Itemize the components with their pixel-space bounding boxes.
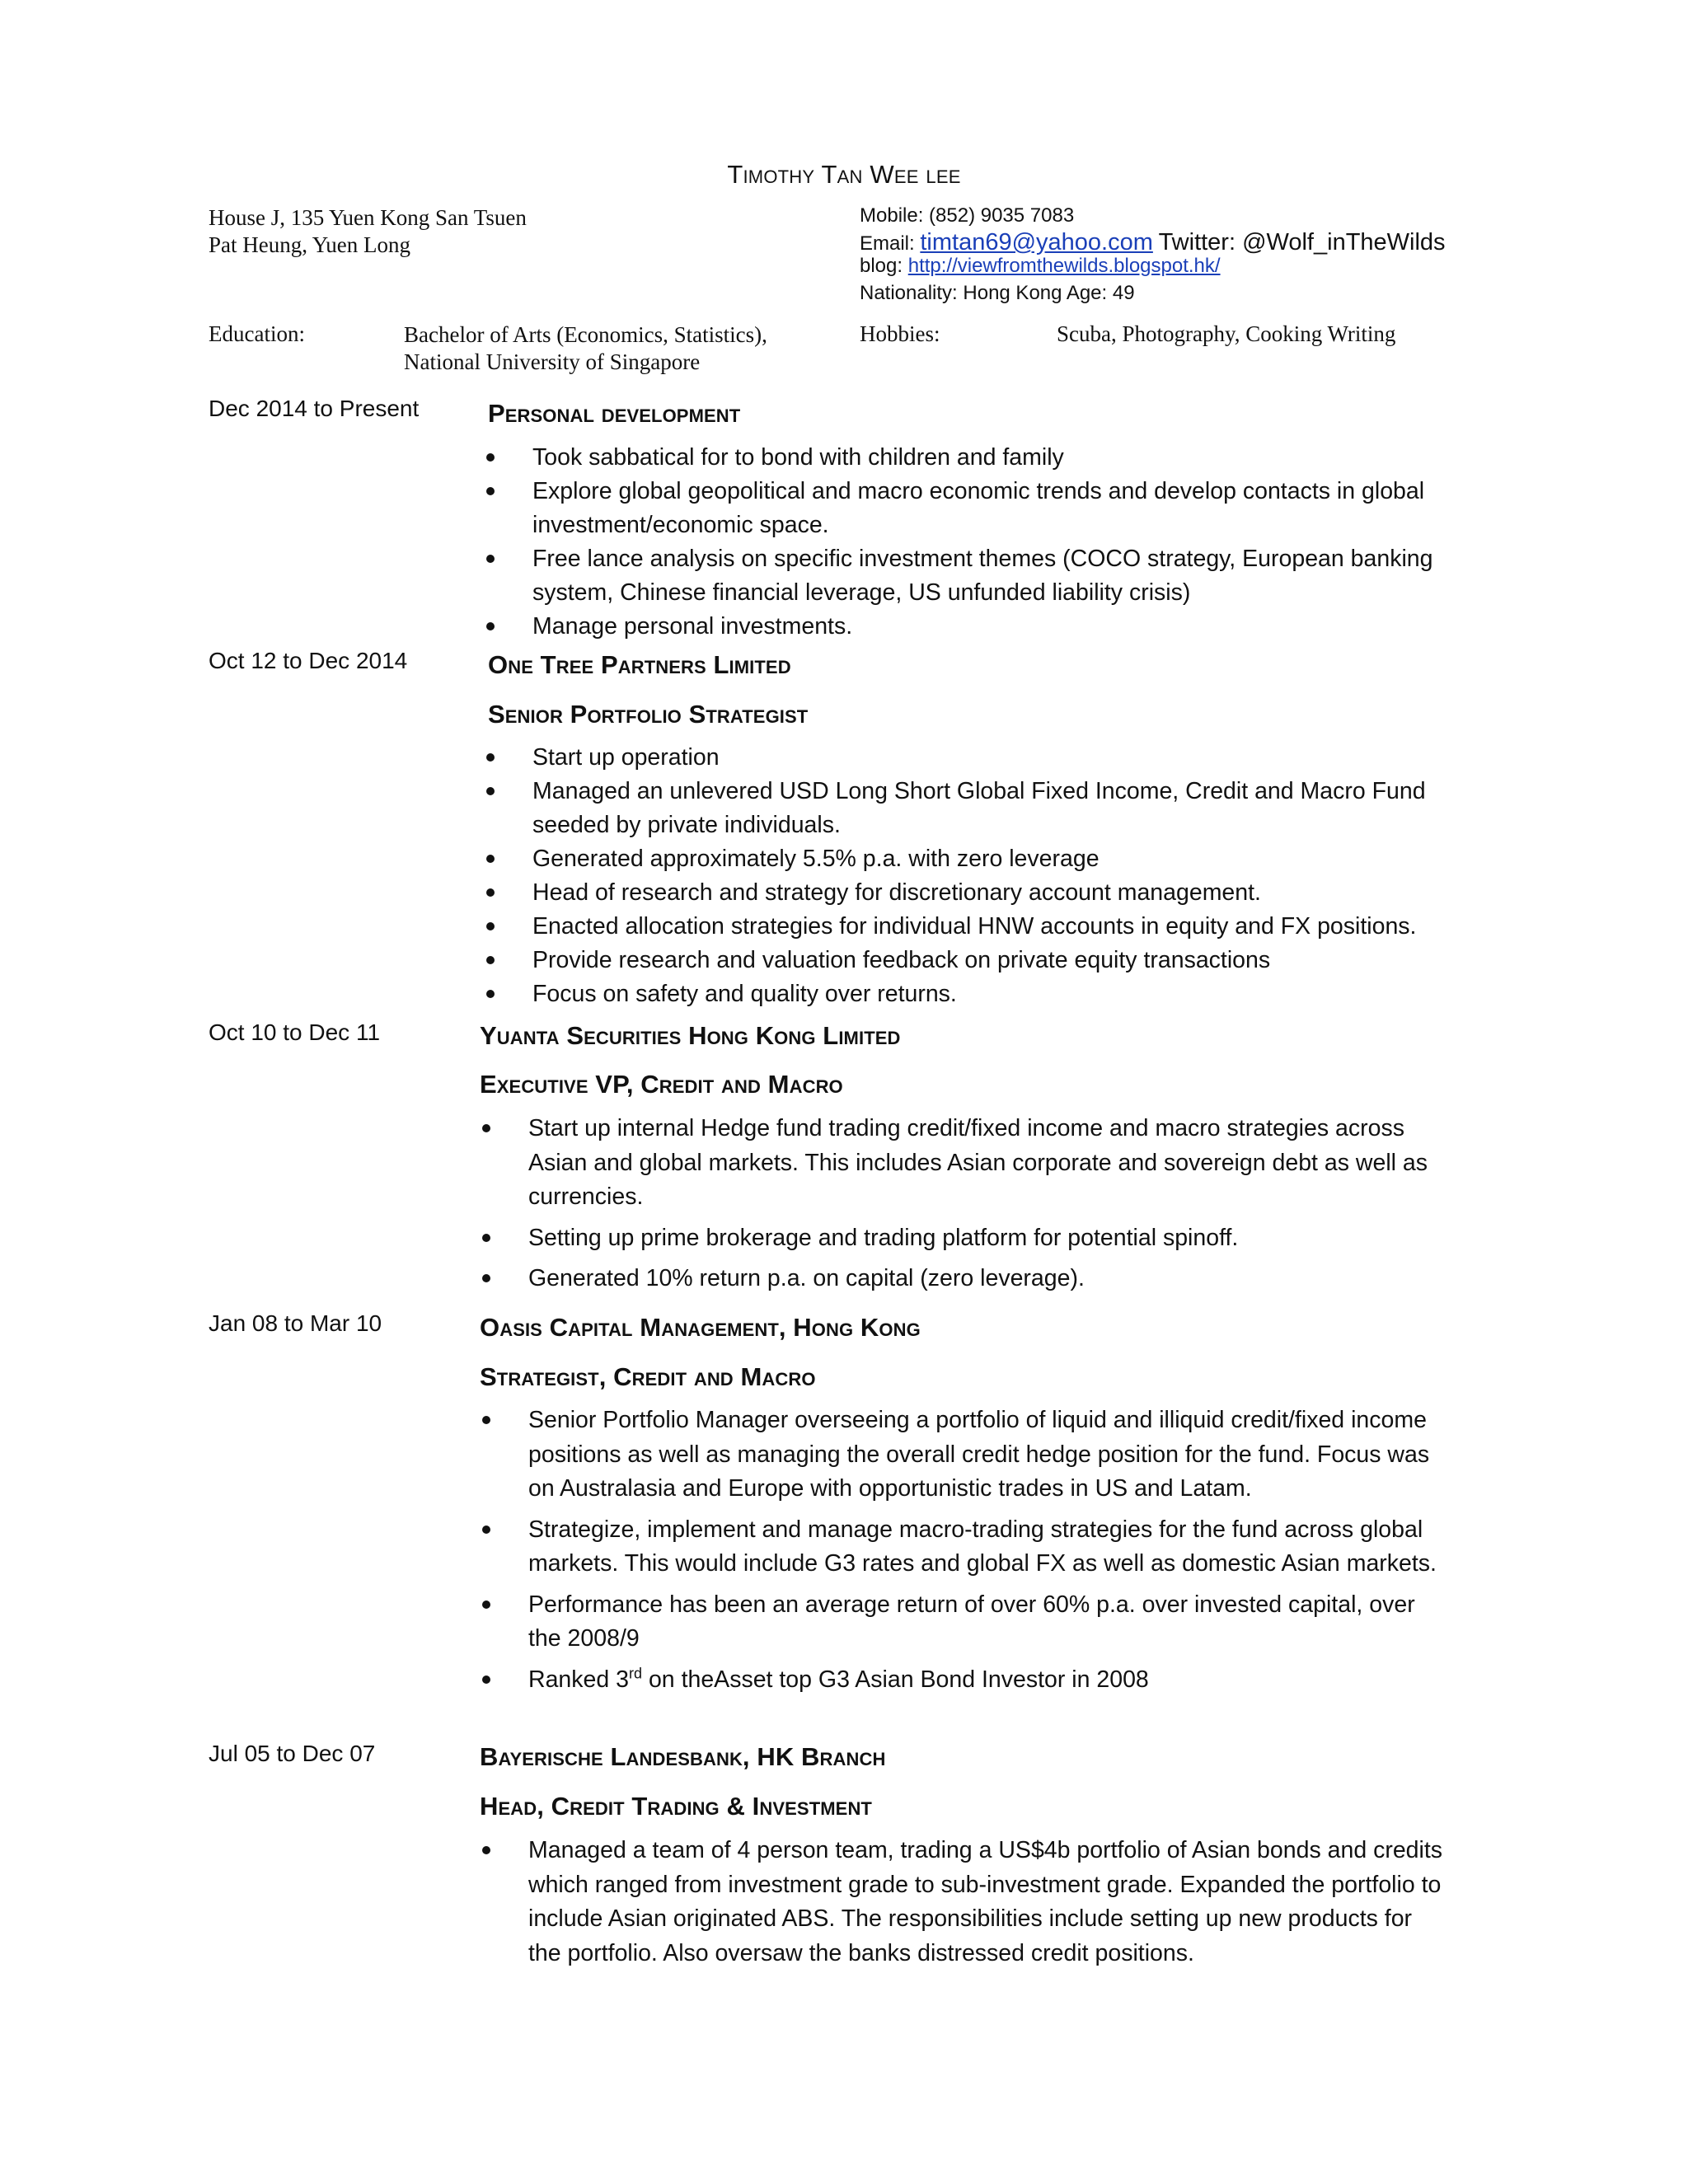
list-item: Generated 10% return p.a. on capital (zero leverage). — [476, 1262, 1449, 1296]
bullet-list — [481, 741, 1494, 1011]
list-item: Focus on safety and quality over returns. — [481, 977, 1494, 1011]
list-item: Enacted allocation strategies for individual HNW accounts in equity and FX positions. — [481, 910, 1494, 944]
list-item: Provide research and valuation feedback on private equity transactions — [481, 944, 1494, 977]
list-item: Managed an unlevered USD Long Short Global Fixed Income, Credit and Macro Fund seeded by private individuals. — [481, 775, 1494, 842]
list-item: Manage personal investments. — [481, 610, 1494, 644]
role-title: Senior Portfolio Strategist — [488, 700, 809, 729]
list-item: Managed a team of 4 person team, trading a US$4b portfolio of Asian bonds and credits which ranged from investment grade to sub-investment grade. Expanded the portfolio to include Asian originated ABS. The responsibilities include setting up new products for the portfolio. Also oversaw the banks distressed credit positions. — [476, 1834, 1449, 1971]
list-item: Performance has been an average return of over 60% p.a. over invested capital, over the 2008/9 — [476, 1588, 1449, 1657]
role-title: Head, Credit Trading & Investment — [480, 1792, 872, 1821]
mobile-number: Mobile: (852) 9035 7083 — [860, 204, 1075, 227]
section-heading: Bayerische Landesbank, HK Branch — [480, 1742, 886, 1771]
bullet-list — [476, 1834, 1449, 1977]
section-date: Dec 2014 to Present — [209, 396, 420, 421]
list-item: Setting up prime brokerage and trading platform for potential spinoff. — [476, 1221, 1449, 1256]
nationality-age: Nationality: Hong Kong Age: 49 — [860, 282, 1135, 304]
education-school: National University of Singapore — [404, 349, 701, 374]
education-degree: Bachelor of Arts (Economics, Statistics), — [404, 322, 767, 347]
ranked-suffix: rd — [629, 1665, 643, 1681]
list-item: Explore global geopolitical and macro economic trends and develop contacts in global investment/economic space. — [481, 475, 1494, 542]
name-title: Timothy Tan Wee lee — [727, 160, 961, 189]
bullet-list — [481, 441, 1494, 644]
list-item: Generated approximately 5.5% p.a. with zero leverage — [481, 842, 1494, 876]
role-title: Strategist, Credit and Macro — [480, 1362, 816, 1391]
list-item: Strategize, implement and manage macro-trading strategies for the fund across global markets. This would include G3 rates and global FX as well as domestic Asian markets. — [476, 1513, 1449, 1582]
section-date: Oct 12 to Dec 2014 — [209, 648, 408, 673]
ranked-text: Ranked 3 — [528, 1666, 630, 1693]
education-label: Education: — [209, 321, 305, 346]
email-label: Email: — [860, 232, 915, 255]
hobbies-label: Hobbies: — [860, 321, 940, 346]
contact-block — [860, 202, 1446, 307]
list-item: Start up operation — [481, 741, 1494, 775]
email-link[interactable]: timtan69@yahoo.com — [920, 229, 1153, 255]
role-title: Executive VP, Credit and Macro — [480, 1070, 843, 1099]
section-heading: Yuanta Securities Hong Kong Limited — [480, 1021, 901, 1050]
list-item: Took sabbatical for to bond with children and family — [481, 441, 1494, 475]
ranked-text-rest: on theAsset top G3 Asian Bond Investor in 2008 — [642, 1666, 1149, 1693]
section-heading: Oasis Capital Management, Hong Kong — [480, 1313, 921, 1342]
section-date: Jul 05 to Dec 07 — [209, 1741, 376, 1766]
list-item: Senior Portfolio Manager overseeing a portfolio of liquid and illiquid credit/fixed income positions as well as managing the overall credit hedge position for the fund. Focus was on Australasia and Europe with opportunistic trades in US and Latam. — [476, 1404, 1449, 1507]
address-block — [209, 204, 527, 259]
section-heading: Personal development — [488, 399, 741, 428]
section-date: Oct 10 to Dec 11 — [209, 1019, 381, 1045]
list-item: Head of research and strategy for discretionary account management. — [481, 876, 1494, 910]
address-line: Pat Heung, Yuen Long — [209, 232, 410, 257]
address-line: House J, 135 Yuen Kong San Tsuen — [209, 205, 527, 230]
blog-link[interactable]: http://viewfromthewilds.blogspot.hk/ — [907, 255, 1221, 277]
list-item — [476, 1663, 1449, 1698]
list-item: Free lance analysis on specific investment themes (COCO strategy, European banking system, Chinese financial leverage, US unfunded liability crisis) — [481, 542, 1494, 610]
blog-label: blog: — [860, 255, 903, 277]
bullet-list — [476, 1112, 1449, 1303]
section-date: Jan 08 to Mar 10 — [209, 1310, 382, 1336]
section-heading: One Tree Partners Limited — [488, 650, 791, 679]
hobbies-value: Scuba, Photography, Cooking Writing — [1057, 321, 1396, 346]
twitter-handle: Twitter: @Wolf_inTheWilds — [1158, 229, 1446, 255]
education-value — [404, 321, 767, 376]
bullet-list — [476, 1404, 1449, 1704]
list-item: Start up internal Hedge fund trading credit/fixed income and macro strategies across Asian and global markets. This includes Asian corporate and sovereign debt as well as currencies. — [476, 1112, 1449, 1215]
